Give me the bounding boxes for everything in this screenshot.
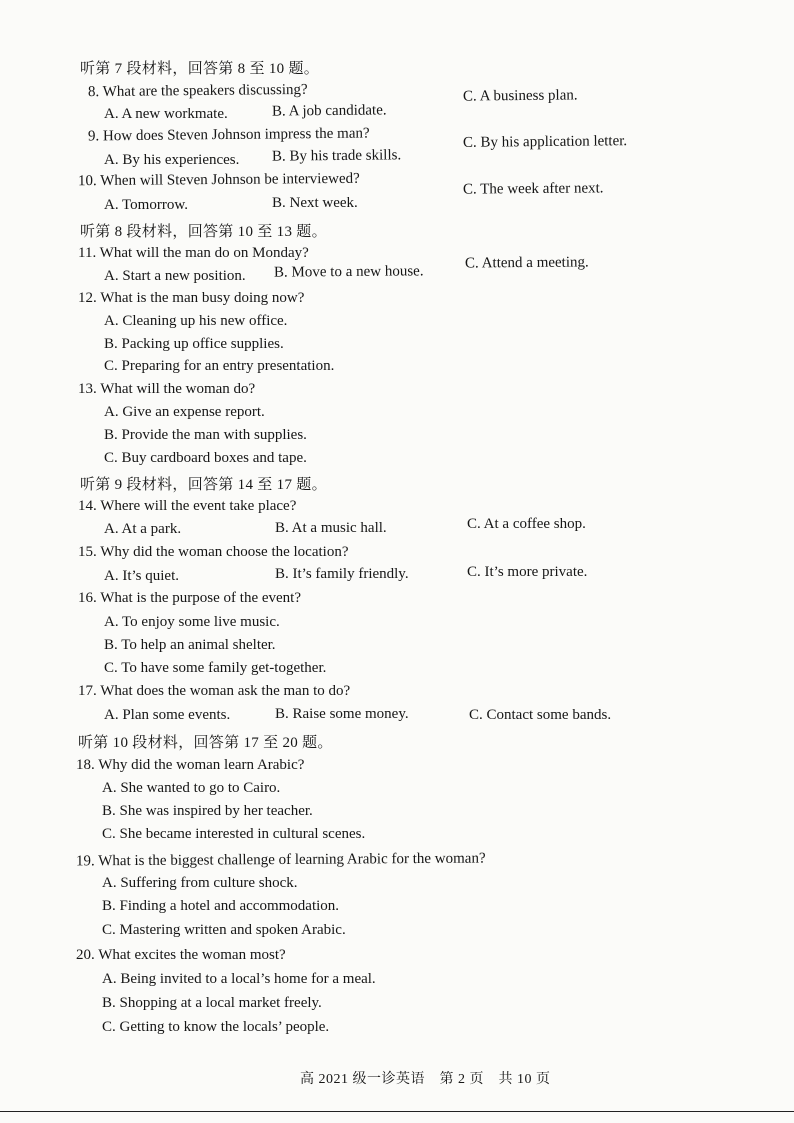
question-20-option-c: C. Getting to know the locals’ people. bbox=[102, 1019, 330, 1035]
question-14-stem: 14. Where will the event take place? bbox=[78, 498, 297, 514]
question-12-option-a: A. Cleaning up his new office. bbox=[104, 313, 288, 329]
question-18-option-c: C. She became interested in cultural scenes. bbox=[102, 826, 366, 842]
question-13-option-a: A. Give an expense report. bbox=[104, 404, 265, 420]
question-11-option-b: B. Move to a new house. bbox=[273, 263, 424, 281]
question-12-option-b: B. Packing up office supplies. bbox=[104, 336, 284, 352]
question-11-option-a: A. Start a new position. bbox=[104, 268, 246, 284]
question-13-stem: 13. What will the woman do? bbox=[78, 381, 256, 397]
question-8-option-b: B. A job candidate. bbox=[271, 102, 387, 120]
question-8-option-a: A. A new workmate. bbox=[104, 106, 228, 122]
question-8-option-c: C. A business plan. bbox=[462, 87, 578, 105]
question-20-stem: 20. What excites the woman most? bbox=[76, 947, 286, 963]
question-10-option-a: A. Tomorrow. bbox=[104, 197, 188, 213]
question-20-option-b: B. Shopping at a local market freely. bbox=[102, 995, 322, 1011]
question-16-option-b: B. To help an animal shelter. bbox=[104, 637, 276, 653]
question-9-option-c: C. By his application letter. bbox=[462, 133, 628, 151]
question-14-option-b: B. At a music hall. bbox=[275, 520, 387, 536]
question-17-option-c: C. Contact some bands. bbox=[469, 707, 612, 723]
question-19-option-b: B. Finding a hotel and accommodation. bbox=[102, 898, 340, 914]
question-10-option-b: B. Next week. bbox=[272, 195, 358, 211]
question-17-option-b: B. Raise some money. bbox=[275, 706, 409, 722]
question-10-stem: 10. When will Steven Johnson be interviewed? bbox=[77, 170, 360, 190]
question-16-option-c: C. To have some family get-together. bbox=[104, 660, 327, 676]
question-13-option-b: B. Provide the man with supplies. bbox=[104, 427, 307, 443]
question-18-stem: 18. Why did the woman learn Arabic? bbox=[76, 757, 305, 773]
question-10-option-c: C. The week after next. bbox=[462, 180, 604, 198]
question-12-option-c: C. Preparing for an entry presentation. bbox=[104, 358, 335, 374]
section-heading-7: 听第 7 段材料，回答第 8 至 10 题。 bbox=[80, 61, 320, 77]
question-17-option-a: A. Plan some events. bbox=[104, 707, 231, 723]
question-9-stem: 9. How does Steven Johnson impress the man? bbox=[87, 125, 370, 145]
question-9-option-a: A. By his experiences. bbox=[104, 152, 240, 168]
section-heading-10: 听第 10 段材料，回答第 17 至 20 题。 bbox=[78, 735, 333, 751]
question-12-stem: 12. What is the man busy doing now? bbox=[78, 290, 305, 306]
question-14-option-a: A. At a park. bbox=[104, 521, 182, 537]
question-19-option-c: C. Mastering written and spoken Arabic. bbox=[102, 922, 346, 938]
question-18-option-a: A. She wanted to go to Cairo. bbox=[102, 780, 281, 796]
question-17-stem: 17. What does the woman ask the man to do? bbox=[78, 683, 351, 699]
question-19-stem: 19. What is the biggest challenge of learning Arabic for the woman? bbox=[75, 850, 486, 870]
question-16-stem: 16. What is the purpose of the event? bbox=[78, 590, 301, 606]
question-9-option-b: B. By his trade skills. bbox=[271, 147, 402, 165]
question-15-option-c: C. It’s more private. bbox=[467, 564, 588, 580]
question-18-option-b: B. She was inspired by her teacher. bbox=[102, 803, 313, 819]
question-20-option-a: A. Being invited to a local’s home for a meal. bbox=[102, 971, 376, 987]
question-19-option-a: A. Suffering from culture shock. bbox=[102, 875, 298, 891]
question-14-option-c: C. At a coffee shop. bbox=[467, 516, 586, 532]
question-15-option-b: B. It’s family friendly. bbox=[275, 566, 409, 582]
section-heading-8: 听第 8 段材料，回答第 10 至 13 题。 bbox=[80, 224, 327, 240]
question-13-option-c: C. Buy cardboard boxes and tape. bbox=[104, 450, 307, 466]
section-heading-9: 听第 9 段材料，回答第 14 至 17 题。 bbox=[80, 477, 327, 493]
page-footer: 高 2021 级一诊英语 第 2 页 共 10 页 bbox=[300, 1072, 551, 1087]
bottom-divider bbox=[0, 1111, 794, 1112]
question-8-stem: 8. What are the speakers discussing? bbox=[87, 81, 308, 101]
question-11-stem: 11. What will the man do on Monday? bbox=[78, 245, 309, 261]
question-15-option-a: A. It’s quiet. bbox=[104, 568, 179, 584]
question-16-option-a: A. To enjoy some live music. bbox=[104, 614, 280, 630]
question-15-stem: 15. Why did the woman choose the location? bbox=[78, 544, 349, 560]
question-11-option-c: C. Attend a meeting. bbox=[464, 254, 589, 272]
